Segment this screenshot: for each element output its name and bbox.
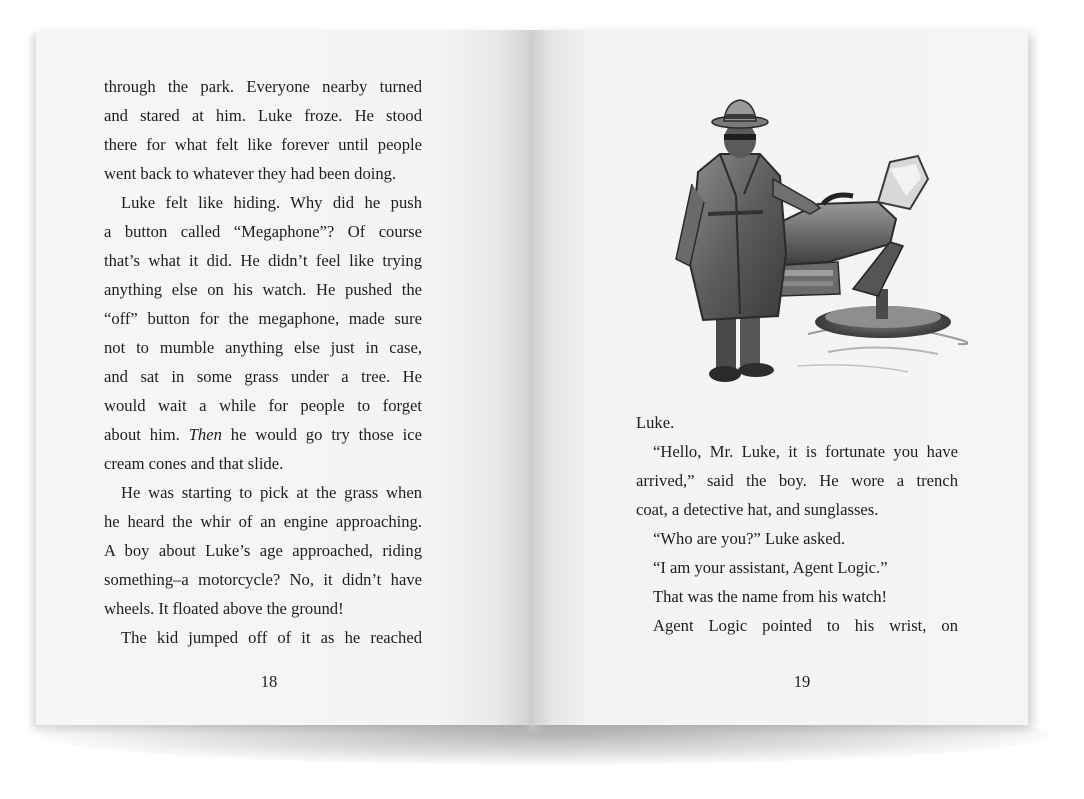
text-run: he would go try those ice <box>221 425 422 444</box>
text-line: he heard the whir of an engine approaching. <box>104 512 422 531</box>
text-line: “I am your assistant, Agent Logic.” <box>653 558 888 577</box>
text-line: The kid jumped off of it as he reached <box>121 628 422 647</box>
text-line: coat, a detective hat, and sunglasses. <box>636 500 879 519</box>
text-line: “Hello, Mr. Luke, it is fortunate you have <box>653 442 958 461</box>
right-page <box>532 30 1028 725</box>
text-line: “off” button for the megaphone, made sure <box>104 309 422 328</box>
text-line: cream cones and that slide. <box>104 454 284 473</box>
italic-word: Then <box>188 425 222 444</box>
page-number: 19 <box>793 672 811 691</box>
text-line: Agent Logic pointed to his wrist, on <box>653 616 958 635</box>
text-line: that’s what it did. He didn’t feel like trying <box>104 251 422 270</box>
text-line: went back to whatever they had been doing. <box>104 164 397 183</box>
text-line: He was starting to pick at the grass when <box>121 483 422 502</box>
text-line: and sat in some grass under a tree. He <box>104 367 422 386</box>
page-number: 18 <box>260 672 278 691</box>
text-line: not to mumble anything else just in case, <box>104 338 422 357</box>
text-line: arrived,” said the boy. He wore a trench <box>636 471 958 490</box>
text-line: “Who are you?” Luke asked. <box>653 529 846 548</box>
text-line: Luke. <box>636 413 675 432</box>
text-line: wheels. It floated above the ground! <box>104 599 344 618</box>
text-run: about him. <box>104 425 189 444</box>
text-line: through the park. Everyone nearby turned <box>104 77 422 96</box>
text-line: something–a motorcycle? No, it didn’t have <box>104 570 422 589</box>
text-line: anything else on his watch. He pushed the <box>104 280 422 299</box>
text-line: and stared at him. Luke froze. He stood <box>104 106 422 125</box>
left-page <box>36 30 532 725</box>
text-line: a button called “Megaphone”? Of course <box>104 222 422 241</box>
text-line: Luke felt like hiding. Why did he push <box>121 193 422 212</box>
detective-boy-with-hover-bike-illustration <box>628 84 968 404</box>
text-line: A boy about Luke’s age approached, riding <box>104 541 422 560</box>
text-line: there for what felt like forever until people <box>104 135 422 154</box>
right-page-text <box>636 408 958 640</box>
text-line: would wait a while for people to forget <box>104 396 422 415</box>
text-line: That was the name from his watch! <box>653 587 888 606</box>
text-line <box>104 420 422 449</box>
left-page-text <box>104 72 422 652</box>
